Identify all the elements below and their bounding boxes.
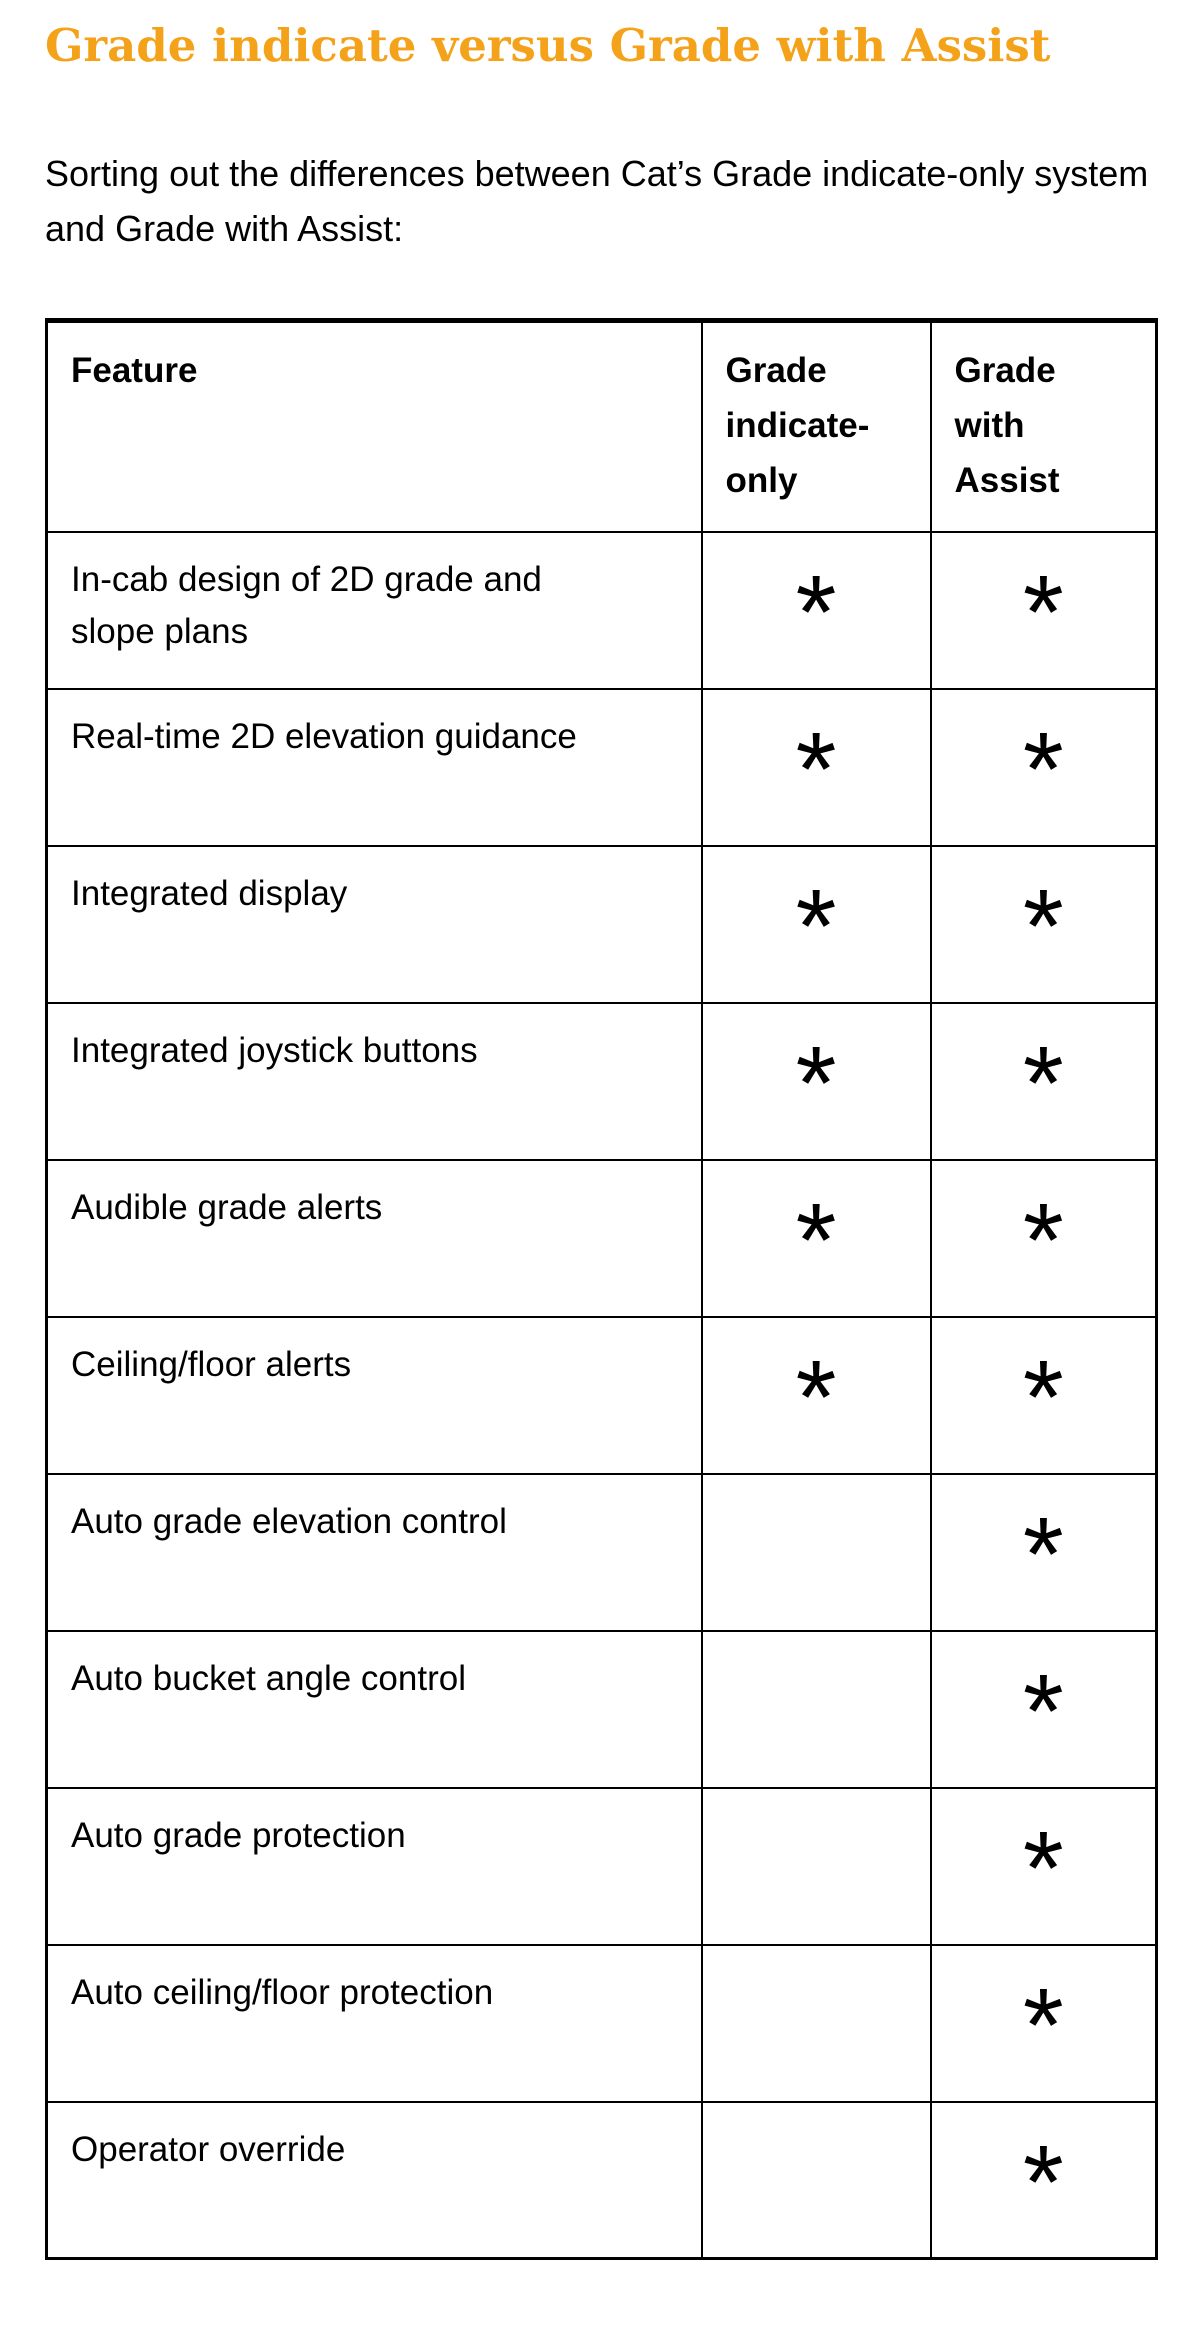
table-header (47, 321, 1157, 532)
column-header-feature: Feature (47, 321, 702, 532)
grade-with-assist-mark: * (931, 1317, 1157, 1474)
grade-indicate-only-mark: * (702, 1003, 931, 1160)
table-row (47, 532, 1157, 689)
feature-cell: Auto grade elevation control (47, 1474, 702, 1631)
grade-with-assist-mark: * (931, 1003, 1157, 1160)
table-row (47, 1945, 1157, 2102)
table-row (47, 1160, 1157, 1317)
grade-with-assist-mark: * (931, 1788, 1157, 1945)
grade-with-assist-mark: * (931, 846, 1157, 1003)
grade-with-assist-mark: * (931, 1160, 1157, 1317)
table-row (47, 1317, 1157, 1474)
page-title: Grade indicate versus Grade with Assist (45, 19, 1051, 72)
table-row (47, 1474, 1157, 1631)
table-row (47, 2102, 1157, 2259)
grade-indicate-only-mark: * (702, 1317, 931, 1474)
grade-indicate-only-mark (702, 1631, 931, 1788)
column-header-grade-indicate-only: Grade indicate-only (702, 321, 931, 532)
table-row (47, 1788, 1157, 1945)
header-row (47, 321, 1157, 532)
feature-cell: Integrated joystick buttons (47, 1003, 702, 1160)
grade-with-assist-mark: * (931, 1631, 1157, 1788)
table-row (47, 846, 1157, 1003)
feature-cell: Integrated display (47, 846, 702, 1003)
table-row (47, 1003, 1157, 1160)
feature-cell: Auto bucket angle control (47, 1631, 702, 1788)
grade-indicate-only-mark: * (702, 532, 931, 689)
comparison-table (45, 318, 1158, 2260)
feature-cell: Ceiling/floor alerts (47, 1317, 702, 1474)
feature-cell: In-cab design of 2D grade and slope plans (47, 532, 702, 689)
grade-with-assist-mark: * (931, 689, 1157, 846)
article (0, 16, 1200, 2260)
grade-with-assist-mark: * (931, 1474, 1157, 1631)
grade-indicate-only-mark: * (702, 689, 931, 846)
grade-with-assist-mark: * (931, 2102, 1157, 2259)
intro-paragraph: Sorting out the differences between Cat’s Grade indicate-only system and Grade with Assist: (45, 153, 1149, 249)
grade-indicate-only-mark (702, 1788, 931, 1945)
table-row (47, 1631, 1157, 1788)
grade-indicate-only-mark (702, 1945, 931, 2102)
grade-with-assist-mark: * (931, 1945, 1157, 2102)
feature-cell: Real-time 2D elevation guidance (47, 689, 702, 846)
feature-cell: Auto ceiling/floor protection (47, 1945, 702, 2102)
feature-cell: Auto grade protection (47, 1788, 702, 1945)
column-header-grade-with-assist: Grade with Assist (931, 321, 1157, 532)
grade-indicate-only-mark: * (702, 846, 931, 1003)
feature-cell: Audible grade alerts (47, 1160, 702, 1317)
grade-indicate-only-mark: * (702, 1160, 931, 1317)
grade-indicate-only-mark (702, 2102, 931, 2259)
table-body (47, 532, 1157, 2259)
grade-with-assist-mark: * (931, 532, 1157, 689)
feature-cell: Operator override (47, 2102, 702, 2259)
grade-indicate-only-mark (702, 1474, 931, 1631)
table-row (47, 689, 1157, 846)
